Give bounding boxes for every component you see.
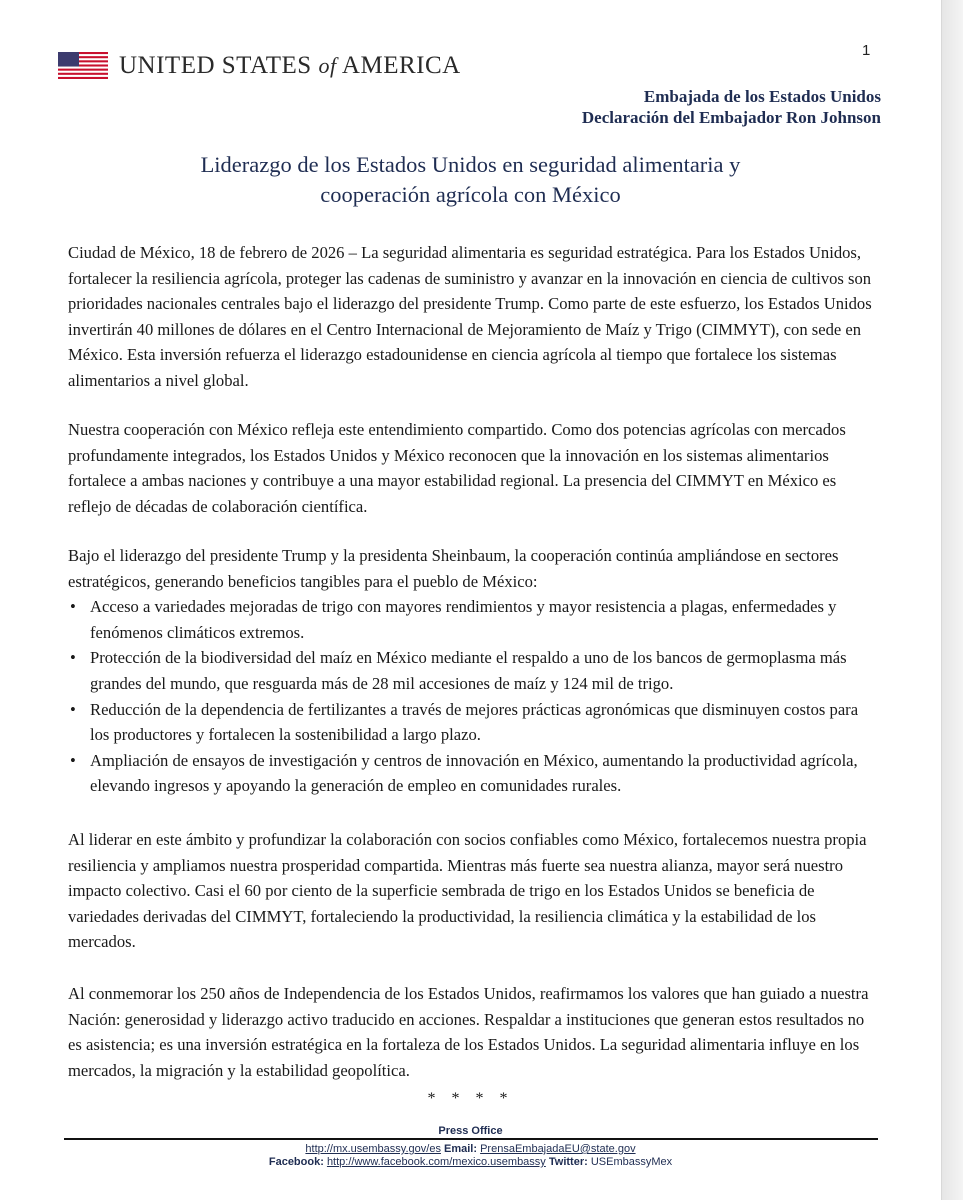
bullet-icon: • [70,750,76,770]
list-item: • Ampliación de ensayos de investigación y centros de innovación en México, aumentando la productividad agrícola, elevando ingresos y apoyando la generación de empleo en comunidades rurales. [68,748,878,799]
statement-author: Declaración del Embajador Ron Johnson [581,108,881,127]
embassy-name: Embajada de los Estados Unidos [643,87,881,106]
paragraph-3 [68,543,878,799]
paragraph-4: Al liderar en este ámbito y profundizar la colaboración con socios confiables como México, fortalecemos nuestra propia resiliencia y ampliamos nuestra prosperidad compartida. Mientras más fuerte sea nuestra alianza, mayor será nuestro impacto colectivo. Casi el 60 por ciento de la superficie sembrada de trigo en los Estados Unidos se beneficia de variedades derivadas del CIMMYT, fortaleciendo la productividad, la resiliencia climática y la estabilidad de los mercados. [68,830,867,952]
title-line-2: cooperación agrícola con México [320,182,621,207]
page-edge [941,0,963,1200]
list-item: • Reducción de la dependencia de fertilizantes a través de mejores prácticas agronómicas que disminuyen costos para los productores y fortalecen la sostenibilidad a largo plazo. [68,697,878,748]
twitter-handle[interactable]: USEmbassyMex [590,1156,673,1168]
title-line-1: Liderazgo de los Estados Unidos en seguridad alimentaria y [200,152,741,177]
facebook-label: Facebook: [268,1156,324,1168]
website-link[interactable]: http://mx.usembassy.gov/es [305,1143,441,1155]
paragraph-1: Ciudad de México, 18 de febrero de 2026 – La seguridad alimentaria es seguridad estratégica. Para los Estados Unidos, fortalecer la resiliencia agrícola, proteger las cadenas de suministro y avanzar en la innovación en ciencia de cultivos son prioridades nacionales centrales bajo el liderazgo del presidente Trump. Como parte de este esfuerzo, los Estados Unidos invertirán 40 millones de dólares en el Centro Internacional de Mejoramiento de Maíz y Trigo (CIMMYT), con sede en México. Esta inversión refuerza el liderazgo estadounidense en ciencia agrícola al tiempo que fortalece los sistemas alimentarios a nivel global. [68,243,872,390]
footer-social-line [0,1156,941,1169]
embassy-header [582,86,881,128]
bullet-icon: • [70,648,76,668]
paragraph-3-intro: Bajo el liderazgo del presidente Trump y la presidenta Sheinbaum, la cooperación continúa ampliándose en sectores estratégicos, generando beneficios tangibles para el pueblo de México: [68,546,839,591]
bullet-icon: • [70,699,76,719]
email-link[interactable]: PrensaEmbajadaEU@state.gov [480,1143,636,1155]
page-number: 1 [862,42,871,59]
facebook-link[interactable]: http://www.facebook.com/mexico.usembassy [326,1156,546,1168]
us-flag-icon [58,52,108,79]
document-title [0,150,941,210]
section-separator: * * * * [427,1090,514,1107]
seal-title: UNITED STATES of AMERICA [119,52,461,79]
list-item: • Protección de la biodiversidad del maíz en México mediante el respaldo a uno de los bancos de germoplasma más grandes del mundo, que resguarda más de 28 mil accesiones de maíz y 124 mil de trigo. [68,645,878,696]
paragraph-2: Nuestra cooperación con México refleja este entendimiento compartido. Como dos potencias agrícolas con mercados profundamente integrados, los Estados Unidos y México reconocen que la innovación en los sistemas alimentarios fortalece a ambas naciones y contribuye a una mayor estabilidad regional. La presencia del CIMMYT en México es reflejo de décadas de colaboración científica. [68,420,846,516]
footer-divider [64,1138,878,1140]
footer-contact-line [0,1143,941,1156]
list-item: • Acceso a variedades mejoradas de trigo con mayores rendimientos y mayor resistencia a plagas, enfermedades y fenómenos climáticos extremos. [68,594,878,645]
bullet-icon: • [70,597,76,617]
twitter-label: Twitter: [548,1156,588,1168]
paragraph-5: Al conmemorar los 250 años de Independencia de los Estados Unidos, reafirmamos los valores que han guiado a nuestra Nación: generosidad y liderazgo activo traducido en acciones. Respaldar a instituciones que generan estos resultados no es asistencia; es una inversión estratégica en la fortaleza de los Estados Unidos. La seguridad alimentaria influye en los mercados, la migración y la estabilidad geopolítica. [68,984,869,1080]
press-office-label: Press Office [438,1125,503,1137]
email-label: Email: [444,1143,478,1155]
benefits-list [68,594,878,799]
